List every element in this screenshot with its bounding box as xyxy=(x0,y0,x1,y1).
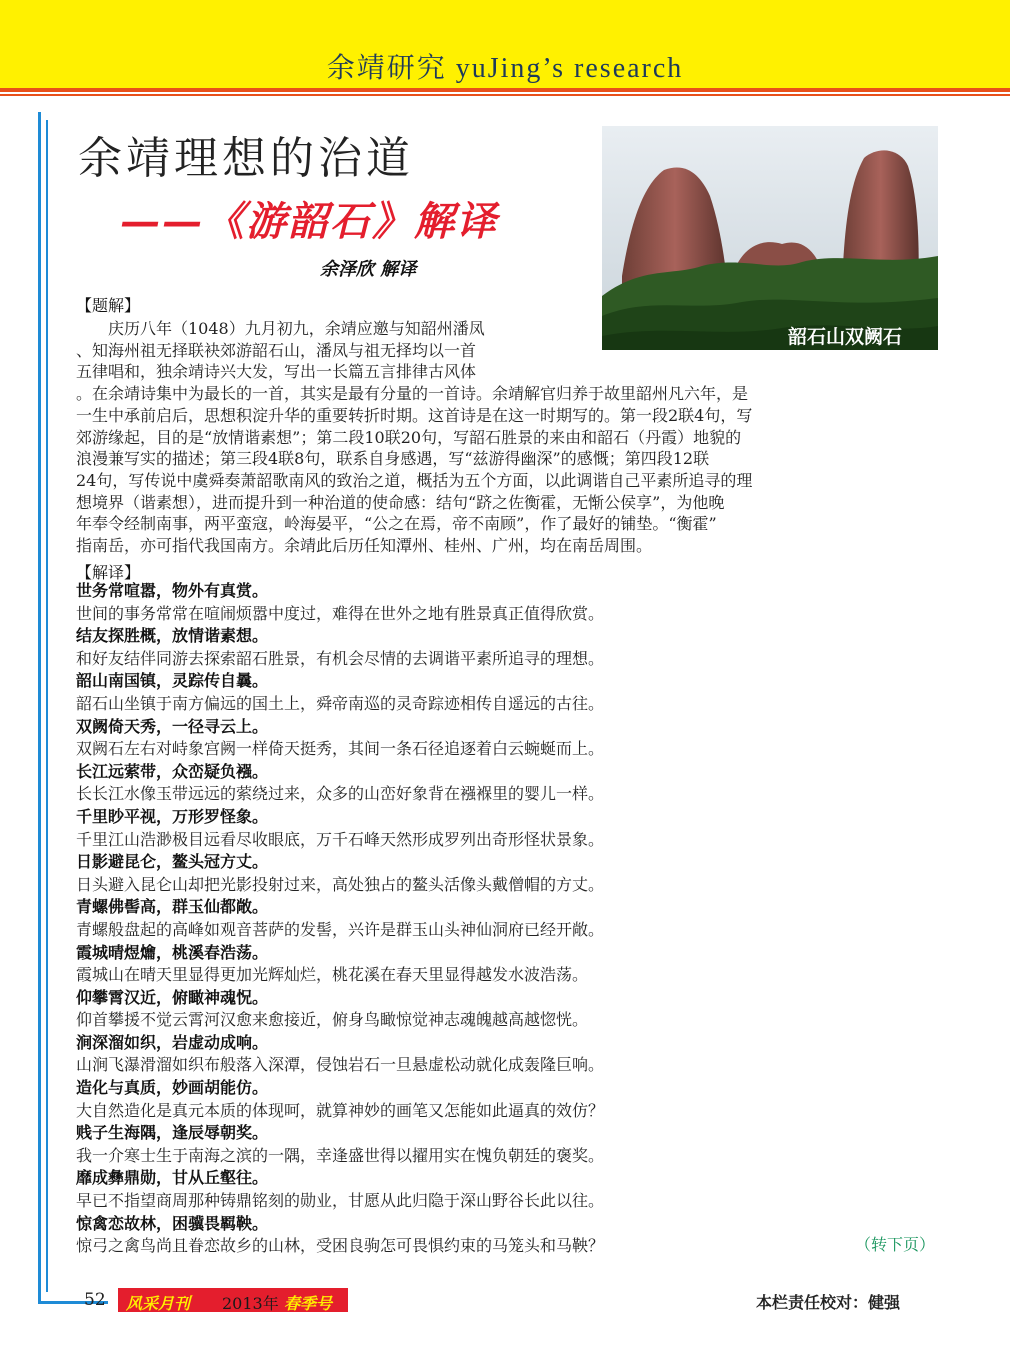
intro-line: 、知海州祖无择联袂郊游韶石山，潘凤与祖无择均以一首 xyxy=(76,340,477,360)
verse-line: 青螺佛髻高，群玉仙都敞。 xyxy=(76,897,269,917)
verse-line: 涧深溜如织，岩虚动成响。 xyxy=(76,1032,269,1052)
article-subtitle: ——《游韶石》解译 xyxy=(120,198,498,245)
verse-line: 惊禽恋故林，困骥畏羁鞅。 xyxy=(76,1213,269,1233)
frame-line-outer xyxy=(38,112,41,1304)
issue-season: 春季号 xyxy=(284,1294,333,1313)
intro-line: 五律唱和，独余靖诗兴大发，写出一长篇五言排律古风体 xyxy=(76,362,477,382)
verse-line: 靡成彝鼎勋，甘从丘壑往。 xyxy=(76,1168,269,1188)
translation-line: 日头避入昆仑山却把光影投射过来，高处独占的鳌头活像头戴僧帽的方丈。 xyxy=(76,874,605,894)
translation-line: 和好友结伴同游去探索韶石胜景，有机会尽情的去调谐平素所追寻的理想。 xyxy=(76,648,605,668)
article-title: 余靖理想的治道 xyxy=(78,133,414,184)
translation-line: 双阙石左右对峙象宫阙一样倚天挺秀，其间一条石径追逐着白云蜿蜒而上。 xyxy=(76,739,605,759)
intro-paragraph xyxy=(76,318,938,557)
verse-line: 造化与真质，妙画胡能仿。 xyxy=(76,1078,269,1098)
translation-line: 韶石山坐镇于南方偏远的国土上，舜帝南巡的灵奇踪迹相传自遥远的古往。 xyxy=(76,693,605,713)
translation-line: 大自然造化是真元本质的体现呵，就算神妙的画笔又怎能如此逼真的效仿？ xyxy=(76,1100,605,1120)
column-title: 余靖研究 yuJing’s research xyxy=(326,53,684,84)
intro-line: 。在余靖诗集中为最长的一首，其实是最有分量的一首诗。余靖解官归养于故里韶州凡六年，是 xyxy=(76,384,749,404)
intro-line: 一生中承前启后，思想积淀升华的重要转折时期。这首诗是在这一时期写的。第一段2联4句，写 xyxy=(76,405,753,425)
photo-danxia-rocks xyxy=(602,126,938,350)
proofreader-credit: 本栏责任校对：健强 xyxy=(756,1293,901,1312)
translation-line: 霞城山在晴天里显得更加光辉灿烂，桃花溪在春天里显得越发水波浩荡。 xyxy=(76,965,589,985)
translation-line: 山涧飞瀑滑溜如织布般落入深潭，侵蚀岩石一旦悬虚松动就化成轰隆巨响。 xyxy=(76,1055,605,1075)
intro-line: 指南岳，亦可指代我国南方。余靖此后历任知潭州、桂州、广州，均在南岳周围。 xyxy=(76,536,653,556)
verse-line: 世务常喧嚣，物外有真赏。 xyxy=(76,581,269,600)
verse-line: 仰攀霄汉近，俯瞰神魂怳。 xyxy=(76,987,269,1007)
header-rule-thick xyxy=(0,88,1010,92)
verse-line: 双阙倚天秀，一径寻云上。 xyxy=(76,716,269,736)
article-author: 余泽欣 解译 xyxy=(320,259,417,280)
translation-line: 千里江山浩渺极目远看尽收眼底，万千石峰天然形成罗列出奇形怪状景象。 xyxy=(76,829,605,849)
magazine-name: 风采月刊 xyxy=(126,1294,191,1313)
verse-line: 日影避昆仑，鳌头冠方丈。 xyxy=(76,852,269,872)
translation-line: 仰首攀援不觉云霄河汉愈来愈接近，俯身鸟瞰惊觉神志魂魄越高越惚恍。 xyxy=(76,1010,589,1030)
intro-line: 浪漫兼写实的描述；第三段4联8句，联系自身感遇，写“兹游得幽深”的感慨；第四段12联 xyxy=(76,449,710,469)
header-rule-thin xyxy=(0,94,1010,96)
verse-line: 韶山南国镇，灵踪传自曩。 xyxy=(76,671,269,691)
translation-line: 惊弓之禽鸟尚且眷恋故乡的山林，受困良驹怎可畏惧约束的马笼头和马鞅？ xyxy=(76,1236,605,1256)
intro-heading: 【题解】 xyxy=(76,296,141,315)
verse-line: 结友探胜概，放情谐素想。 xyxy=(76,626,269,646)
intro-line: 庆历八年（1048）九月初九，余靖应邀与知韶州潘凤 xyxy=(76,319,485,338)
translation-line: 早已不指望商周那种铸鼎铭刻的勋业，甘愿从此归隐于深山野谷长此以往。 xyxy=(76,1191,605,1211)
page-number: 52 xyxy=(84,1290,106,1310)
continued-next-page: （转下页） xyxy=(855,1235,936,1254)
photo-illustration xyxy=(602,126,938,350)
photo-caption: 韶石山双阙石 xyxy=(788,326,903,348)
frame-line-inner xyxy=(46,120,48,1292)
translation-line: 长长江水像玉带远远的萦绕过来，众多的山峦好象背在襁褓里的婴儿一样。 xyxy=(76,784,605,804)
intro-line: 郊游缘起，目的是“放情谐素想”；第二段10联20句，写韶石胜景的来由和韶石（丹霞）地貌的 xyxy=(76,427,742,447)
translation-heading: 【解译】 xyxy=(76,563,141,582)
translation-line: 世间的事务常常在喧闹烦嚣中度过，难得在世外之地有胜景真正值得欣赏。 xyxy=(76,603,605,623)
intro-line: 24句，写传说中虞舜奏萧韶歌南风的致治之道，概括为五个方面，以此调谐自己平素所追寻的理 xyxy=(76,470,753,490)
verse-line: 贱子生海隅，逢辰辱朝奖。 xyxy=(76,1123,269,1143)
verse-line: 霞城晴煜爚，桃溪春浩荡。 xyxy=(76,942,269,962)
intro-line: 年奉令经制南事，两平蛮寇，岭海晏平，“公之在焉，帝不南顾”，作了最好的铺垫。“衡霍” xyxy=(76,514,717,534)
verse-list xyxy=(76,580,946,1258)
issue-year: 2013年 xyxy=(222,1294,279,1313)
verse-line: 长江远萦带，众峦疑负襁。 xyxy=(76,761,269,781)
intro-line: 想境界（谐素想），进而提升到一种治道的使命感：结句“跻之佐衡霍，无惭公侯享”，为他晚 xyxy=(76,492,725,512)
verse-line: 千里眇平视，万形罗怪象。 xyxy=(76,806,269,826)
translation-line: 青螺般盘起的高峰如观音菩萨的发髻，兴许是群玉山头神仙洞府已经开敞。 xyxy=(76,919,605,939)
translation-line: 我一介寒士生于南海之滨的一隅，幸逢盛世得以擢用实在愧负朝廷的褒奖。 xyxy=(76,1145,605,1165)
